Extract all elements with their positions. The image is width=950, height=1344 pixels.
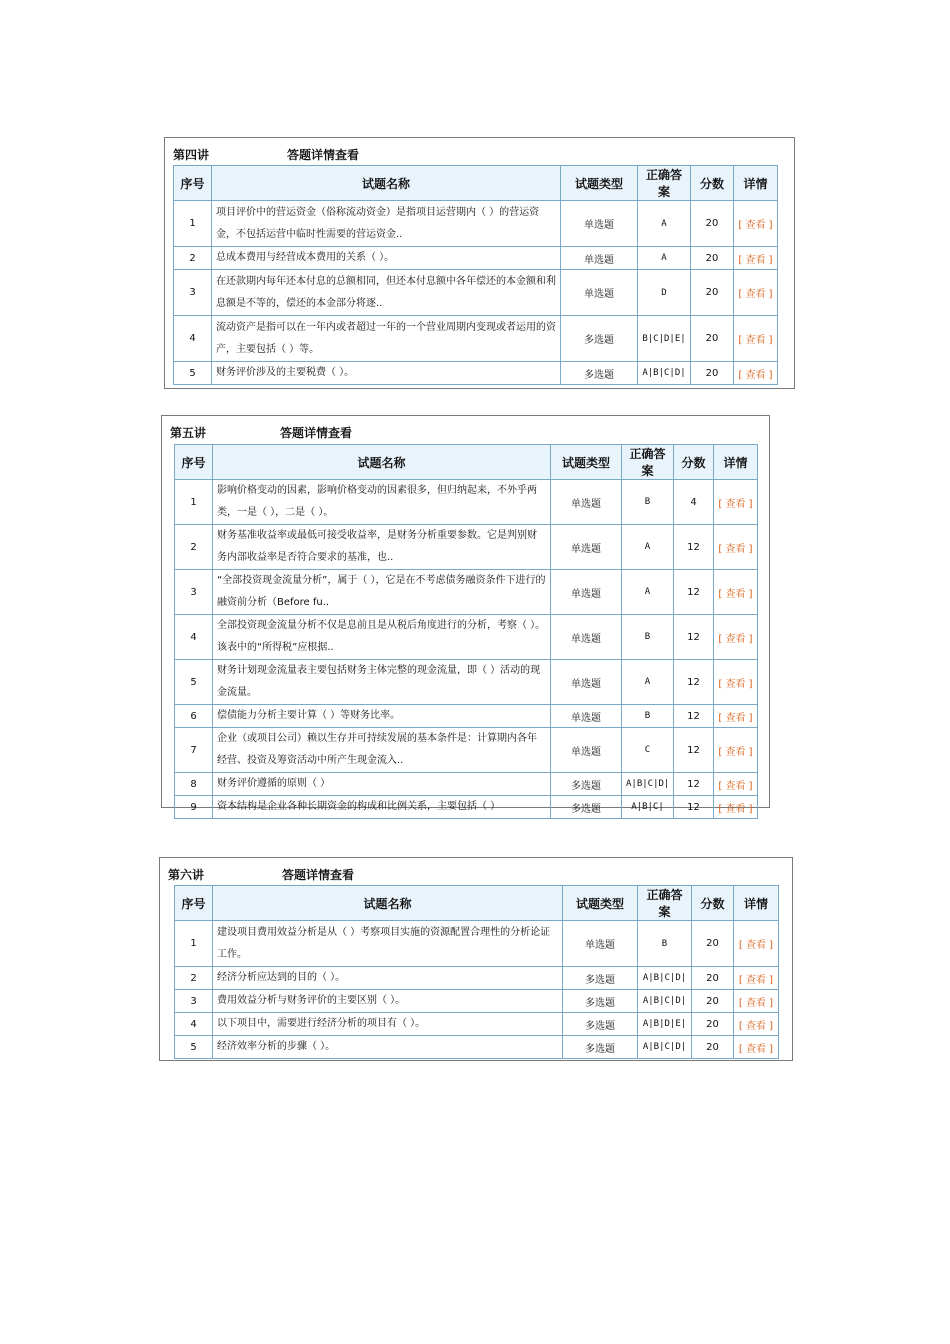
row-number: 1 [174,201,212,247]
score: 20 [692,1013,734,1036]
correct-answer: A|B|C|D| [638,362,691,385]
table-body [174,201,778,385]
table-row [174,316,778,362]
table-row [175,1013,779,1036]
column-header-answer: 正确答案 [638,166,691,201]
table-body [175,480,758,819]
row-number: 3 [175,990,213,1013]
view-detail-link[interactable]: [ 查看 ] [718,780,753,792]
row-number: 9 [175,796,213,819]
question-type: 多选题 [551,773,622,796]
correct-answer: A|B|C|D| [638,1036,692,1059]
column-header-score: 分数 [692,886,734,921]
correct-answer: B [638,921,692,967]
detail-cell [734,967,779,990]
question-type: 多选题 [561,316,638,362]
detail-cell [714,773,758,796]
score: 12 [674,773,714,796]
question-name: 全部投资现金流量分析不仅是息前且是从税后角度进行的分析，考察（ ）。该表中的“所得税”应根据.. [213,615,551,660]
section-title [173,146,360,163]
score: 20 [691,247,734,270]
correct-answer: D [638,270,691,316]
detail-cell [734,362,778,385]
table-row [175,705,758,728]
column-header-detail: 详情 [734,886,779,921]
detail-cell [714,796,758,819]
column-header-name: 试题名称 [213,445,551,480]
score: 12 [674,728,714,773]
question-type: 单选题 [561,247,638,270]
question-name: 流动资产是指可以在一年内或者超过一年的一个营业周期内变现或者运用的资产，主要包括（ ）等。 [212,316,561,362]
question-name: 在还款期内每年还本付息的总额相同，但还本付息额中各年偿还的本金额和利息额是不等的，偿还的本金部分将逐.. [212,270,561,316]
question-type: 单选题 [551,728,622,773]
column-header-answer: 正确答案 [622,445,674,480]
table-row [175,570,758,615]
row-number: 5 [175,1036,213,1059]
row-number: 4 [175,1013,213,1036]
view-detail-link[interactable]: [ 查看 ] [738,974,774,986]
correct-answer: C [622,728,674,773]
score: 20 [691,270,734,316]
view-detail-link[interactable]: [ 查看 ] [738,940,774,951]
column-header-name: 试题名称 [213,886,563,921]
table-row [175,921,779,967]
section-subtitle: 答题详情查看 [280,426,353,440]
section-panel-lecture-4 [164,137,795,389]
table-row [175,967,779,990]
question-name: 财务计划现金流量表主要包括财务主体完整的现金流量，即（ ）活动的现金流量。 [213,660,551,705]
column-header-no: 序号 [175,445,213,480]
detail-cell [734,1013,779,1036]
question-type: 单选题 [551,615,622,660]
row-number: 1 [175,480,213,525]
question-type: 单选题 [561,201,638,247]
question-name: 影响价格变动的因素，影响价格变动的因素很多，但归纳起来，不外乎两类，一是（ ），二是（ ）。 [213,480,551,525]
score: 20 [691,201,734,247]
question-name: 财务基准收益率或最低可接受收益率，是财务分析重要参数。它是判别财务内部收益率是否符合要求的基准，也.. [213,525,551,570]
question-name: 经济效率分析的步骤（ ）。 [213,1036,563,1059]
score: 20 [691,362,734,385]
correct-answer: B [622,705,674,728]
view-detail-link[interactable]: [ 查看 ] [718,678,753,690]
view-detail-link[interactable]: [ 查看 ] [738,1020,774,1032]
question-type: 单选题 [551,480,622,525]
question-type: 多选题 [563,990,638,1013]
table-row [174,247,778,270]
question-type: 单选题 [551,660,622,705]
correct-answer: A [638,201,691,247]
score: 4 [674,480,714,525]
view-detail-link[interactable]: [ 查看 ] [738,997,774,1009]
detail-cell [734,270,778,316]
view-detail-link[interactable]: [ 查看 ] [738,1043,774,1055]
score: 12 [674,615,714,660]
table-row [175,615,758,660]
question-type: 单选题 [563,921,638,967]
section-subtitle: 答题详情查看 [287,148,360,162]
row-number: 4 [174,316,212,362]
section-title-text: 第四讲 [173,148,210,162]
detail-cell [734,316,778,362]
question-name: 财务评价遵循的原则（ ） [213,773,551,796]
table-body [175,921,779,1059]
score: 20 [692,921,734,967]
question-name: “全部投资现金流量分析”，属于（ ），它是在不考虑债务融资条件下进行的融资前分析（Before fu.. [213,570,551,615]
column-header-type: 试题类型 [563,886,638,921]
table-row [175,480,758,525]
question-name: 总成本费用与经营成本费用的关系（ ）。 [212,247,561,270]
score: 20 [692,967,734,990]
score: 12 [674,660,714,705]
table-row [174,362,778,385]
row-number: 8 [175,773,213,796]
section-title [168,866,355,883]
question-name: 财务评价涉及的主要税费（ ）。 [212,362,561,385]
column-header-detail: 详情 [734,166,778,201]
question-type: 单选题 [551,570,622,615]
table-row [174,201,778,247]
view-detail-link[interactable]: [ 查看 ] [738,220,773,231]
question-type: 多选题 [561,362,638,385]
section-title [170,424,353,441]
question-type: 单选题 [561,270,638,316]
detail-cell [714,525,758,570]
detail-cell [734,990,779,1013]
answer-table [173,165,778,385]
question-name: 企业（或项目公司）赖以生存并可持续发展的基本条件是：计算期内各年经营、投资及筹资活动中所产生现金流入.. [213,728,551,773]
view-detail-link[interactable]: [ 查看 ] [738,335,773,346]
detail-cell [734,921,779,967]
score: 12 [674,705,714,728]
correct-answer: B [622,480,674,525]
row-number: 3 [175,570,213,615]
score: 20 [691,316,734,362]
correct-answer: A|B|C|D| [638,967,692,990]
detail-cell [714,570,758,615]
correct-answer: A|B|D|E| [638,1013,692,1036]
view-detail-link[interactable]: [ 查看 ] [738,254,773,266]
view-detail-link[interactable]: [ 查看 ] [718,633,753,645]
answer-table [174,885,779,1059]
row-number: 2 [175,525,213,570]
view-detail-link[interactable]: [ 查看 ] [718,746,753,758]
answer-table [174,444,758,819]
score: 20 [692,1036,734,1059]
question-name: 资本结构是企业各种长期资金的构成和比例关系，主要包括（ ） [213,796,551,819]
table-row [174,270,778,316]
correct-answer: B [622,615,674,660]
question-name: 偿债能力分析主要计算（ ）等财务比率。 [213,705,551,728]
section-panel-lecture-6 [159,857,793,1061]
row-number: 2 [174,247,212,270]
view-detail-link[interactable]: [ 查看 ] [718,712,753,724]
detail-cell [714,728,758,773]
view-detail-link[interactable]: [ 查看 ] [718,498,753,510]
section-panel-lecture-5 [161,415,770,815]
column-header-score: 分数 [674,445,714,480]
correct-answer: B|C|D|E| [638,316,691,362]
correct-answer: A [622,570,674,615]
question-name: 经济分析应达到的目的（ ）。 [213,967,563,990]
detail-cell [734,201,778,247]
row-number: 7 [175,728,213,773]
row-number: 1 [175,921,213,967]
column-header-score: 分数 [691,166,734,201]
question-type: 单选题 [551,705,622,728]
correct-answer: A [622,660,674,705]
correct-answer: A|B|C|D| [622,773,674,796]
section-subtitle: 答题详情查看 [282,868,355,882]
question-type: 多选题 [563,1036,638,1059]
question-type: 多选题 [551,796,622,819]
table-row [175,660,758,705]
column-header-no: 序号 [174,166,212,201]
row-number: 6 [175,705,213,728]
view-detail-link[interactable]: [ 查看 ] [718,803,753,815]
question-name: 建设项目费用效益分析是从（ ）考察项目实施的资源配置合理性的分析论证工作。 [213,921,563,967]
table-row [175,773,758,796]
section-title-text: 第五讲 [170,426,207,440]
row-number: 4 [175,615,213,660]
correct-answer: A|B|C|D| [638,990,692,1013]
section-title-text: 第六讲 [168,868,205,882]
correct-answer: A [622,525,674,570]
table-row [175,796,758,819]
score: 12 [674,525,714,570]
detail-cell [734,1036,779,1059]
detail-cell [714,660,758,705]
row-number: 5 [175,660,213,705]
column-header-name: 试题名称 [212,166,561,201]
question-type: 单选题 [551,525,622,570]
table-row [175,990,779,1013]
detail-cell [714,480,758,525]
score: 12 [674,796,714,819]
score: 20 [692,990,734,1013]
table-row [175,525,758,570]
column-header-detail: 详情 [714,445,758,480]
detail-cell [714,615,758,660]
question-name: 费用效益分析与财务评价的主要区别（ ）。 [213,990,563,1013]
table-row [175,1036,779,1059]
column-header-type: 试题类型 [561,166,638,201]
question-type: 多选题 [563,1013,638,1036]
question-type: 多选题 [563,967,638,990]
view-detail-link[interactable]: [ 查看 ] [718,588,753,600]
detail-cell [734,247,778,270]
detail-cell [714,705,758,728]
column-header-answer: 正确答案 [638,886,692,921]
correct-answer: A [638,247,691,270]
table-row [175,728,758,773]
column-header-type: 试题类型 [551,445,622,480]
row-number: 2 [175,967,213,990]
row-number: 5 [174,362,212,385]
question-name: 以下项目中，需要进行经济分析的项目有（ ）。 [213,1013,563,1036]
column-header-no: 序号 [175,886,213,921]
correct-answer: A|B|C| [622,796,674,819]
row-number: 3 [174,270,212,316]
view-detail-link[interactable]: [ 查看 ] [738,289,773,300]
score: 12 [674,570,714,615]
question-name: 项目评价中的营运资金（俗称流动资金）是指项目运营期内（ ）的营运资金，不包括运营中临时性需要的营运资金.. [212,201,561,247]
view-detail-link[interactable]: [ 查看 ] [718,543,753,555]
view-detail-link[interactable]: [ 查看 ] [738,369,773,381]
